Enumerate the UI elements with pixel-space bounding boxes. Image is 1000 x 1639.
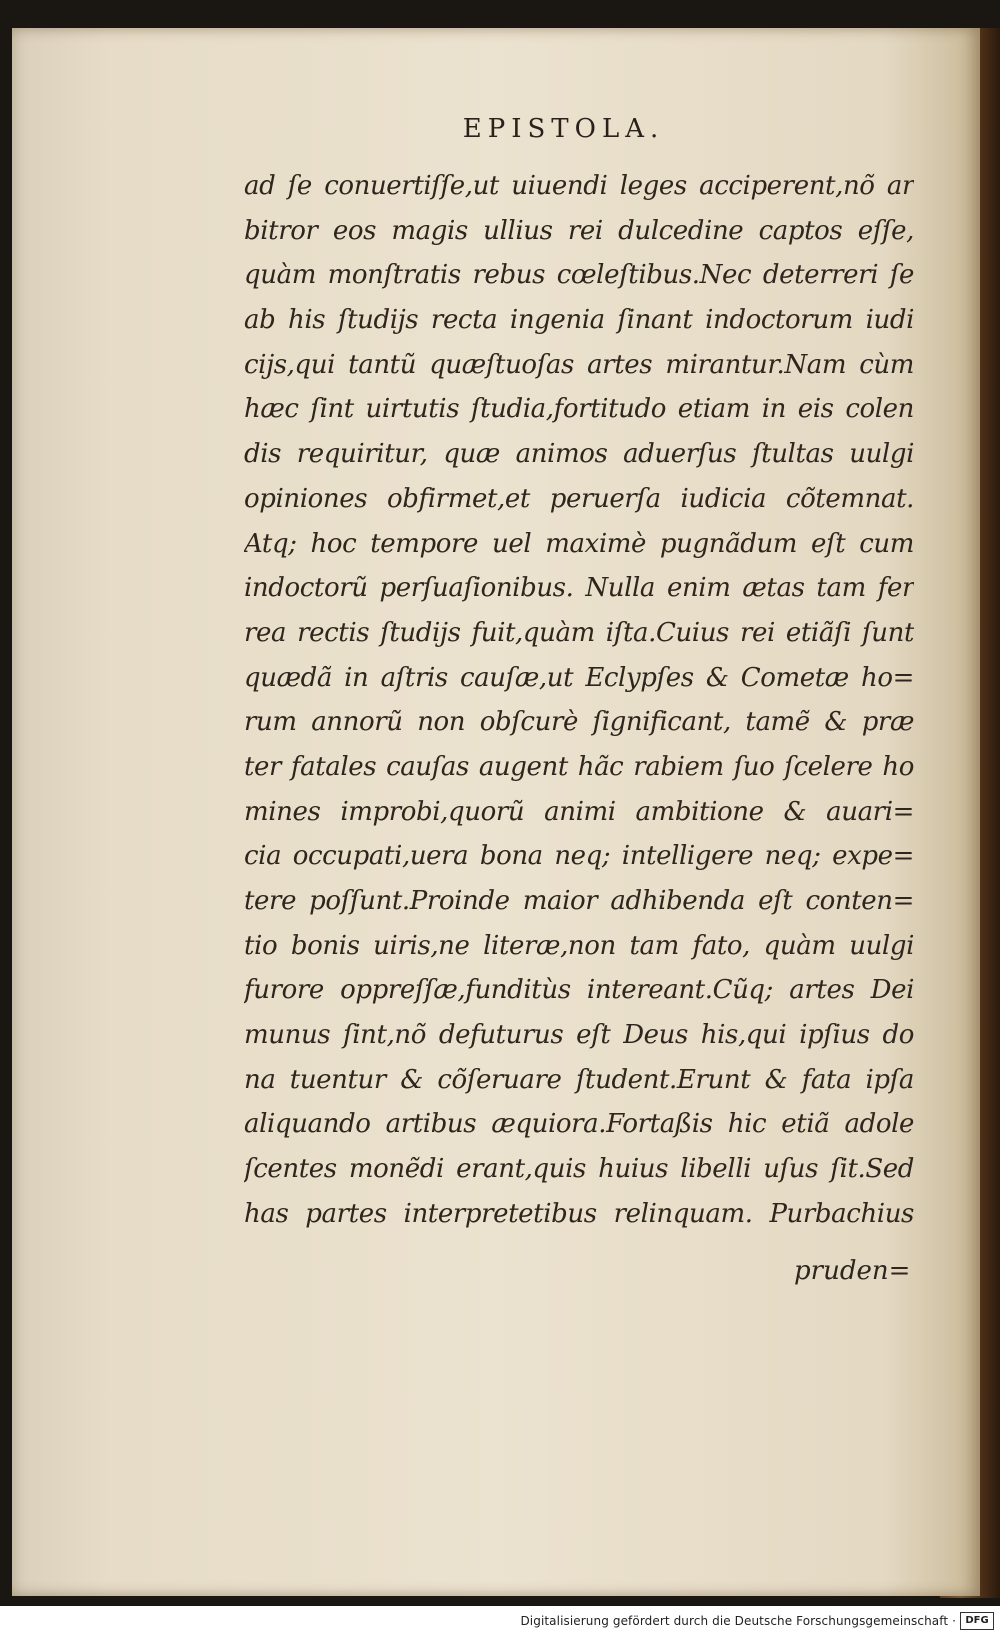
text-line: ad ſe conuertiſſe,ut uiuendi leges acciperent,nõ ar <box>244 171 914 201</box>
text-line: rea rectis ſtudijs fuit,quàm iſta.Cuius rei etiãſi ſunt <box>244 617 914 648</box>
text-line: cia occupati,uera bona neq; intelligere neq; expe= <box>244 841 914 872</box>
text-line: hæc ſint uirtutis ſtudia,fortitudo etiam in eis colen <box>244 394 914 425</box>
text-line: rum annorũ non obſcurè ſignificant, tamẽ & præ <box>244 707 914 738</box>
text-line: tio bonis uiris,ne literæ,non tam fato, quàm uulgi <box>244 930 914 961</box>
footer-bar <box>0 1606 1000 1639</box>
text-line: mines improbi,quorũ animi ambitione & auari= <box>244 796 914 827</box>
text-line: tere poſſunt.Proinde maior adhibenda eſt conten= <box>244 886 914 916</box>
text-line: Atq; hoc tempore uel maximè pugnãdum eſt cum <box>244 528 914 559</box>
text-line: quàm monſtratis rebus cœleſtibus.Nec deterreri ſe <box>244 260 914 291</box>
text-line: dis requiritur, quæ animos aduerſus ſtultas uulgi <box>244 439 914 470</box>
funding-credit: Digitalisierung gefördert durch die Deutsche Forschungsgemeinschaft · <box>520 1614 956 1628</box>
text-line: ſcentes monẽdi erant,quis huius libelli uſus ſit.Sed <box>244 1154 914 1185</box>
text-line: cijs,qui tantũ quæſtuoſas artes mirantur.Nam cùm <box>244 349 914 380</box>
running-head: EPISTOLA. <box>462 114 665 144</box>
text-line: quædã in aſtris cauſæ,ut Eclypſes & Cometæ ho= <box>244 662 914 693</box>
text-line: opiniones obfirmet,et peruerſa iudicia cõtemnat. <box>244 483 914 514</box>
text-line: furore oppreſſæ,funditùs intereant.Cũq; artes Dei <box>244 975 914 1006</box>
text-line: has partes interpretetibus relinquam. Purbachius <box>244 1198 914 1229</box>
text-line: indoctorũ perſuaſionibus. Nulla enim ætas tam fer <box>244 573 914 604</box>
text-line: munus ſint,nõ defuturus eſt Deus his,qui ipſius do <box>244 1020 914 1051</box>
catchword: pruden= <box>794 1256 911 1286</box>
text-line: bitror eos magis ullius rei dulcedine captos eſſe, <box>244 215 914 246</box>
book-page <box>12 28 980 1596</box>
text-block <box>244 164 914 1237</box>
text-line: ab his ſtudijs recta ingenia ſinant indoctorum iudi <box>244 305 914 336</box>
text-line: aliquando artibus æquiora.Fortaßis hic etiã adole <box>244 1109 914 1140</box>
text-line: ter fatales cauſas augent hãc rabiem ſuo ſcelere ho <box>244 751 914 782</box>
text-line: na tuentur & cõſeruare ſtudent.Erunt & fata ipſa <box>244 1064 914 1095</box>
dfg-logo: DFG <box>960 1612 994 1630</box>
